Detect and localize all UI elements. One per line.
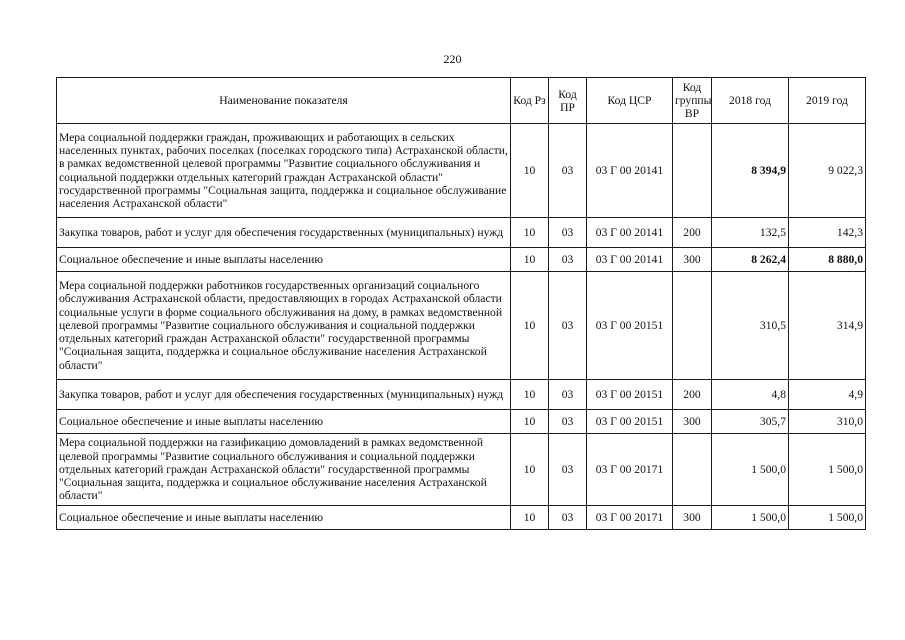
table-row bbox=[57, 434, 866, 506]
row-2019: 142,3 bbox=[789, 218, 866, 248]
row-vr: 300 bbox=[673, 410, 712, 434]
table-header-row bbox=[57, 78, 866, 124]
row-vr: 300 bbox=[673, 248, 712, 272]
header-2018: 2018 год bbox=[712, 78, 789, 124]
row-pr: 03 bbox=[549, 248, 587, 272]
row-name: Закупка товаров, работ и услуг для обеспечения государственных (муниципальных) нужд bbox=[57, 218, 511, 248]
row-name: Мера социальной поддержки граждан, проживающих и работающих в сельских населенных пунктах, рабочих поселках (поселках городского типа) Астраханской области, в рамках ведомственной целевой программы "Развитие социального обслуживания и социальной поддержки отдельных категорий граждан Астраханской области" государственной программы "Социальная защита, поддержка и социальное обслуживание населения Астраханской области" bbox=[57, 124, 511, 218]
row-pr: 03 bbox=[549, 380, 587, 410]
row-name: Социальное обеспечение и иные выплаты населению bbox=[57, 410, 511, 434]
row-rz: 10 bbox=[511, 272, 549, 380]
row-2019: 1 500,0 bbox=[789, 506, 866, 530]
row-name: Мера социальной поддержки работников государственных организаций социального обслуживания Астраханской области, предоставляющих в городах Астраханской области социальные услуги в форме социального обслуживания на дому, в рамках ведомственной целевой программы "Развитие социального обслуживания и социальной поддержки отдельных категорий граждан Астраханской области" государственной программы "Социальная защита, поддержка и социальное обслуживание населения Астраханской области" bbox=[57, 272, 511, 380]
row-csr: 03 Г 00 20151 bbox=[587, 410, 673, 434]
row-2019: 314,9 bbox=[789, 272, 866, 380]
row-vr bbox=[673, 272, 712, 380]
row-csr: 03 Г 00 20151 bbox=[587, 272, 673, 380]
row-2018: 8 394,9 bbox=[712, 124, 789, 218]
row-2018: 305,7 bbox=[712, 410, 789, 434]
row-csr: 03 Г 00 20171 bbox=[587, 434, 673, 506]
row-vr: 200 bbox=[673, 380, 712, 410]
row-2019: 4,9 bbox=[789, 380, 866, 410]
page-number: 220 bbox=[443, 52, 462, 66]
table-row bbox=[57, 124, 866, 218]
row-csr: 03 Г 00 20141 bbox=[587, 218, 673, 248]
table-row bbox=[57, 380, 866, 410]
row-pr: 03 bbox=[549, 124, 587, 218]
row-2018: 310,5 bbox=[712, 272, 789, 380]
header-2019: 2019 год bbox=[789, 78, 866, 124]
row-2018: 8 262,4 bbox=[712, 248, 789, 272]
table-row bbox=[57, 272, 866, 380]
row-rz: 10 bbox=[511, 506, 549, 530]
row-pr: 03 bbox=[549, 218, 587, 248]
row-rz: 10 bbox=[511, 124, 549, 218]
row-2018: 1 500,0 bbox=[712, 506, 789, 530]
table-row bbox=[57, 248, 866, 272]
row-csr: 03 Г 00 20171 bbox=[587, 506, 673, 530]
row-vr: 200 bbox=[673, 218, 712, 248]
row-csr: 03 Г 00 20141 bbox=[587, 124, 673, 218]
row-2018: 132,5 bbox=[712, 218, 789, 248]
row-name: Мера социальной поддержки на газификацию домовладений в рамках ведомственной целевой программы "Развитие социального обслуживания и социальной поддержки отдельных категорий граждан Астраханской области" государственной программы "Социальная защита, поддержка и социальное обслуживание населения Астраханской области" bbox=[57, 434, 511, 506]
row-rz: 10 bbox=[511, 380, 549, 410]
row-rz: 10 bbox=[511, 218, 549, 248]
row-pr: 03 bbox=[549, 434, 587, 506]
header-vr: Код группы ВР bbox=[673, 78, 712, 124]
row-vr: 300 bbox=[673, 506, 712, 530]
table-row bbox=[57, 410, 866, 434]
row-rz: 10 bbox=[511, 410, 549, 434]
row-2018: 1 500,0 bbox=[712, 434, 789, 506]
row-2019: 9 022,3 bbox=[789, 124, 866, 218]
row-rz: 10 bbox=[511, 434, 549, 506]
row-csr: 03 Г 00 20141 bbox=[587, 248, 673, 272]
row-csr: 03 Г 00 20151 bbox=[587, 380, 673, 410]
row-vr bbox=[673, 434, 712, 506]
row-pr: 03 bbox=[549, 410, 587, 434]
row-2019: 310,0 bbox=[789, 410, 866, 434]
row-pr: 03 bbox=[549, 272, 587, 380]
table-row bbox=[57, 218, 866, 248]
row-rz: 10 bbox=[511, 248, 549, 272]
row-pr: 03 bbox=[549, 506, 587, 530]
budget-table bbox=[56, 77, 866, 530]
row-2019: 8 880,0 bbox=[789, 248, 866, 272]
row-name: Социальное обеспечение и иные выплаты населению bbox=[57, 506, 511, 530]
header-csr: Код ЦСР bbox=[587, 78, 673, 124]
header-rz: Код Рз bbox=[511, 78, 549, 124]
header-pr: Код ПР bbox=[549, 78, 587, 124]
row-2018: 4,8 bbox=[712, 380, 789, 410]
row-vr bbox=[673, 124, 712, 218]
row-name: Закупка товаров, работ и услуг для обеспечения государственных (муниципальных) нужд bbox=[57, 380, 511, 410]
row-2019: 1 500,0 bbox=[789, 434, 866, 506]
row-name: Социальное обеспечение и иные выплаты населению bbox=[57, 248, 511, 272]
table-row bbox=[57, 506, 866, 530]
header-name: Наименование показателя bbox=[57, 78, 511, 124]
